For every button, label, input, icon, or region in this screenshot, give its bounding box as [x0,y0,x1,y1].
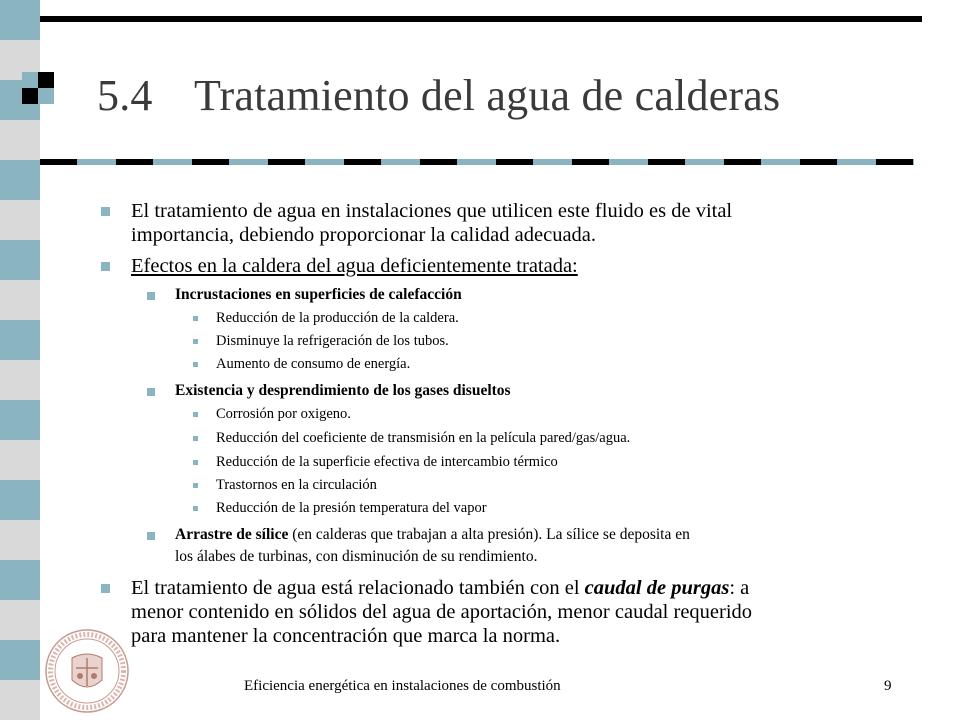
title-text: Tratamiento del agua de calderas [194,71,781,120]
item-text: Corrosión por oxigeno. [216,406,351,422]
bullet-icon [101,207,110,216]
title-rule [40,159,914,165]
footer-course: Eficiencia energética en instalaciones de combustión [244,678,561,694]
item-text: Disminuye la refrigeración de los tubos. [216,333,449,349]
bullet-text: El tratamiento de agua en instalaciones que utilicen este fluido es de vital [131,200,733,222]
item-text: Aumento de consumo de energía. [216,356,411,372]
bullet-text: para mantener la concentración que marca la norma. [131,625,561,647]
strip-block [0,680,40,720]
item-text: Reducción del coeficiente de transmisión en la película pared/gas/agua. [216,430,631,446]
bullet-text: : a [729,577,750,599]
bullet-icon [193,412,198,417]
bullet-icon [193,460,198,465]
bullet-icon [147,292,155,300]
strip-block [0,280,40,320]
bullet-icon [193,362,198,367]
strip-block [0,640,40,680]
bullet-icon [101,262,110,271]
item-text: (en calderas que trabajan a alta presión). La sílice se deposita en [288,526,690,543]
subheading: Incrustaciones en superficies de calefacción [175,286,462,303]
strip-block [0,480,40,520]
bullet-text: El tratamiento de agua está relacionado también con el [131,577,585,599]
top-rule [40,16,922,22]
bullet-icon [193,339,198,344]
checkered-squares-icon [22,72,54,104]
strip-block [0,440,40,480]
item-text: los álabes de turbinas, con disminución de su rendimiento. [175,548,538,565]
effects-heading: Efectos en la caldera del agua deficientemente tratada: [131,255,578,277]
bullet-text: importancia, debiendo proporcionar la calidad adecuada. [131,224,597,246]
strip-block [0,120,40,160]
item-text: Reducción de la presión temperatura del vapor [216,500,487,516]
strip-block [0,200,40,240]
subheading: Existencia y desprendimiento de los gases disueltos [175,382,511,399]
page-number: 9 [884,678,892,694]
strip-block [0,160,40,200]
strip-block [0,360,40,400]
bullet-icon [193,506,198,511]
bullet-icon [147,388,155,396]
bullet-icon [193,436,198,441]
strip-block [0,240,40,280]
emphasis-text: caudal de purgas [584,577,730,599]
section-number: 5.4 [97,71,153,120]
university-seal-icon [44,628,130,714]
bullet-text: menor contenido en sólidos del agua de aportación, menor caudal requerido [131,601,753,623]
page-title [97,70,780,121]
strip-block [0,600,40,640]
item-text: Reducción de la producción de la caldera. [216,310,459,326]
decorative-strip [0,0,40,720]
strip-block [0,560,40,600]
bullet-icon [147,532,155,540]
silice-heading: Arrastre de sílice [175,526,289,543]
bullet-icon [193,483,198,488]
strip-block [0,400,40,440]
item-text: Trastornos en la circulación [216,477,377,493]
bullet-icon [193,316,198,321]
strip-block [0,0,40,40]
strip-block [0,320,40,360]
strip-block [0,520,40,560]
bullet-icon [101,584,110,593]
item-text: Reducción de la superficie efectiva de intercambio térmico [216,454,558,470]
